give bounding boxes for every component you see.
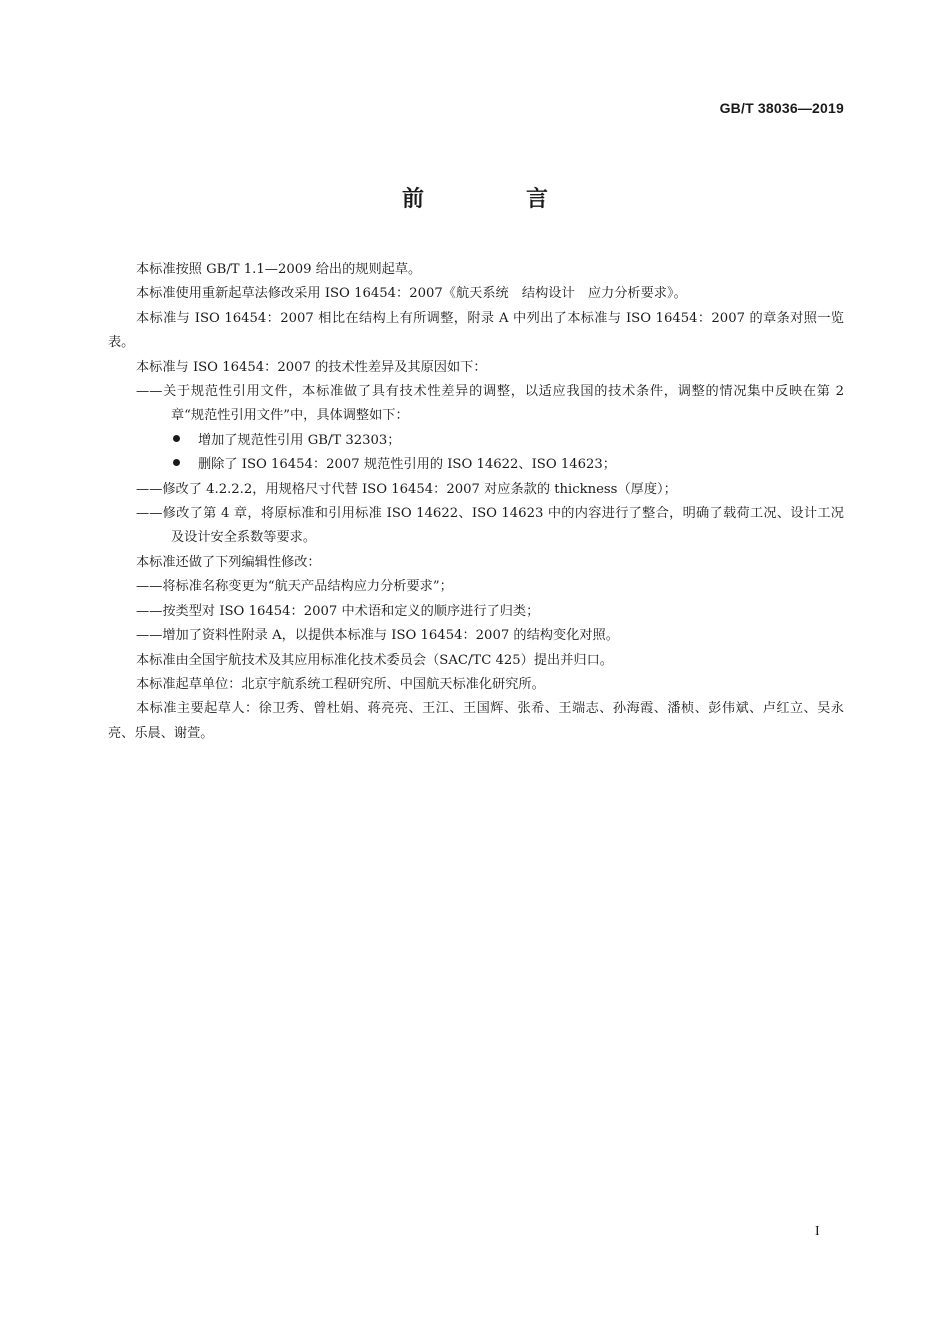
dash-item: ——修改了第 4 章，将原标准和引用标准 ISO 14622、ISO 14623 中的内容进行了整合，明确了载荷工况、设计工况及设计安全系数等要求。 [136, 506, 844, 546]
paragraph: 本标准与 ISO 16454：2007 的技术性差异及其原因如下： [136, 359, 487, 375]
bullet-icon [173, 435, 180, 442]
dash-item: ——按类型对 ISO 16454：2007 中术语和定义的顺序进行了归类； [136, 603, 540, 619]
paragraph: 本标准主要起草人：徐卫秀、曾杜娟、蒋亮亮、王江、王国辉、张希、王端志、孙海霞、潘桢、彭伟斌、卢红立、吴永亮、乐晨、谢萱。 [108, 701, 844, 741]
bullet-text: 增加了规范性引用 GB/T 32303； [198, 432, 401, 448]
bullet-item [108, 429, 844, 453]
paragraph: 本标准按照 GB/T 1.1—2009 给出的规则起草。 [136, 262, 422, 277]
foreword-body [108, 258, 844, 746]
standard-code: GB/T 38036—2019 [719, 100, 844, 116]
paragraph: 本标准由全国宇航技术及其应用标准化技术委员会（SAC/TC 425）提出并归口。 [136, 652, 613, 668]
paragraph: 本标准使用重新起草法修改采用 ISO 16454：2007《航天系统 结构设计 应力分析要求》。 [136, 286, 687, 302]
page-number: I [815, 1224, 820, 1239]
paragraph: 本标准起草单位：北京宇航系统工程研究所、中国航天标准化研究所。 [136, 676, 545, 692]
bullet-text: 删除了 ISO 16454：2007 规范性引用的 ISO 14622、ISO 14623； [198, 457, 616, 473]
paragraph: 本标准还做了下列编辑性修改： [136, 554, 321, 570]
bullet-item [108, 453, 844, 477]
dash-item: ——修改了 4.2.2.2，用规格尺寸代替 ISO 16454：2007 对应条款的 thickness（厚度）； [136, 481, 677, 497]
dash-item: ——将标准名称变更为“航天产品结构应力分析要求”； [136, 579, 453, 595]
page-title: 前 言 [401, 187, 588, 212]
paragraph: 本标准与 ISO 16454：2007 相比在结构上有所调整，附录 A 中列出了本标准与 ISO 16454：2007 的章条对照一览表。 [108, 310, 844, 351]
dash-item: ——增加了资料性附录 A，以提供本标准与 ISO 16454：2007 的结构变化对照。 [136, 628, 619, 644]
dash-item: ——关于规范性引用文件，本标准做了具有技术性差异的调整，以适应我国的技术条件，调整的情况集中反映在第 2 章“规范性引用文件”中，具体调整如下： [136, 384, 844, 424]
bullet-icon [173, 459, 180, 466]
